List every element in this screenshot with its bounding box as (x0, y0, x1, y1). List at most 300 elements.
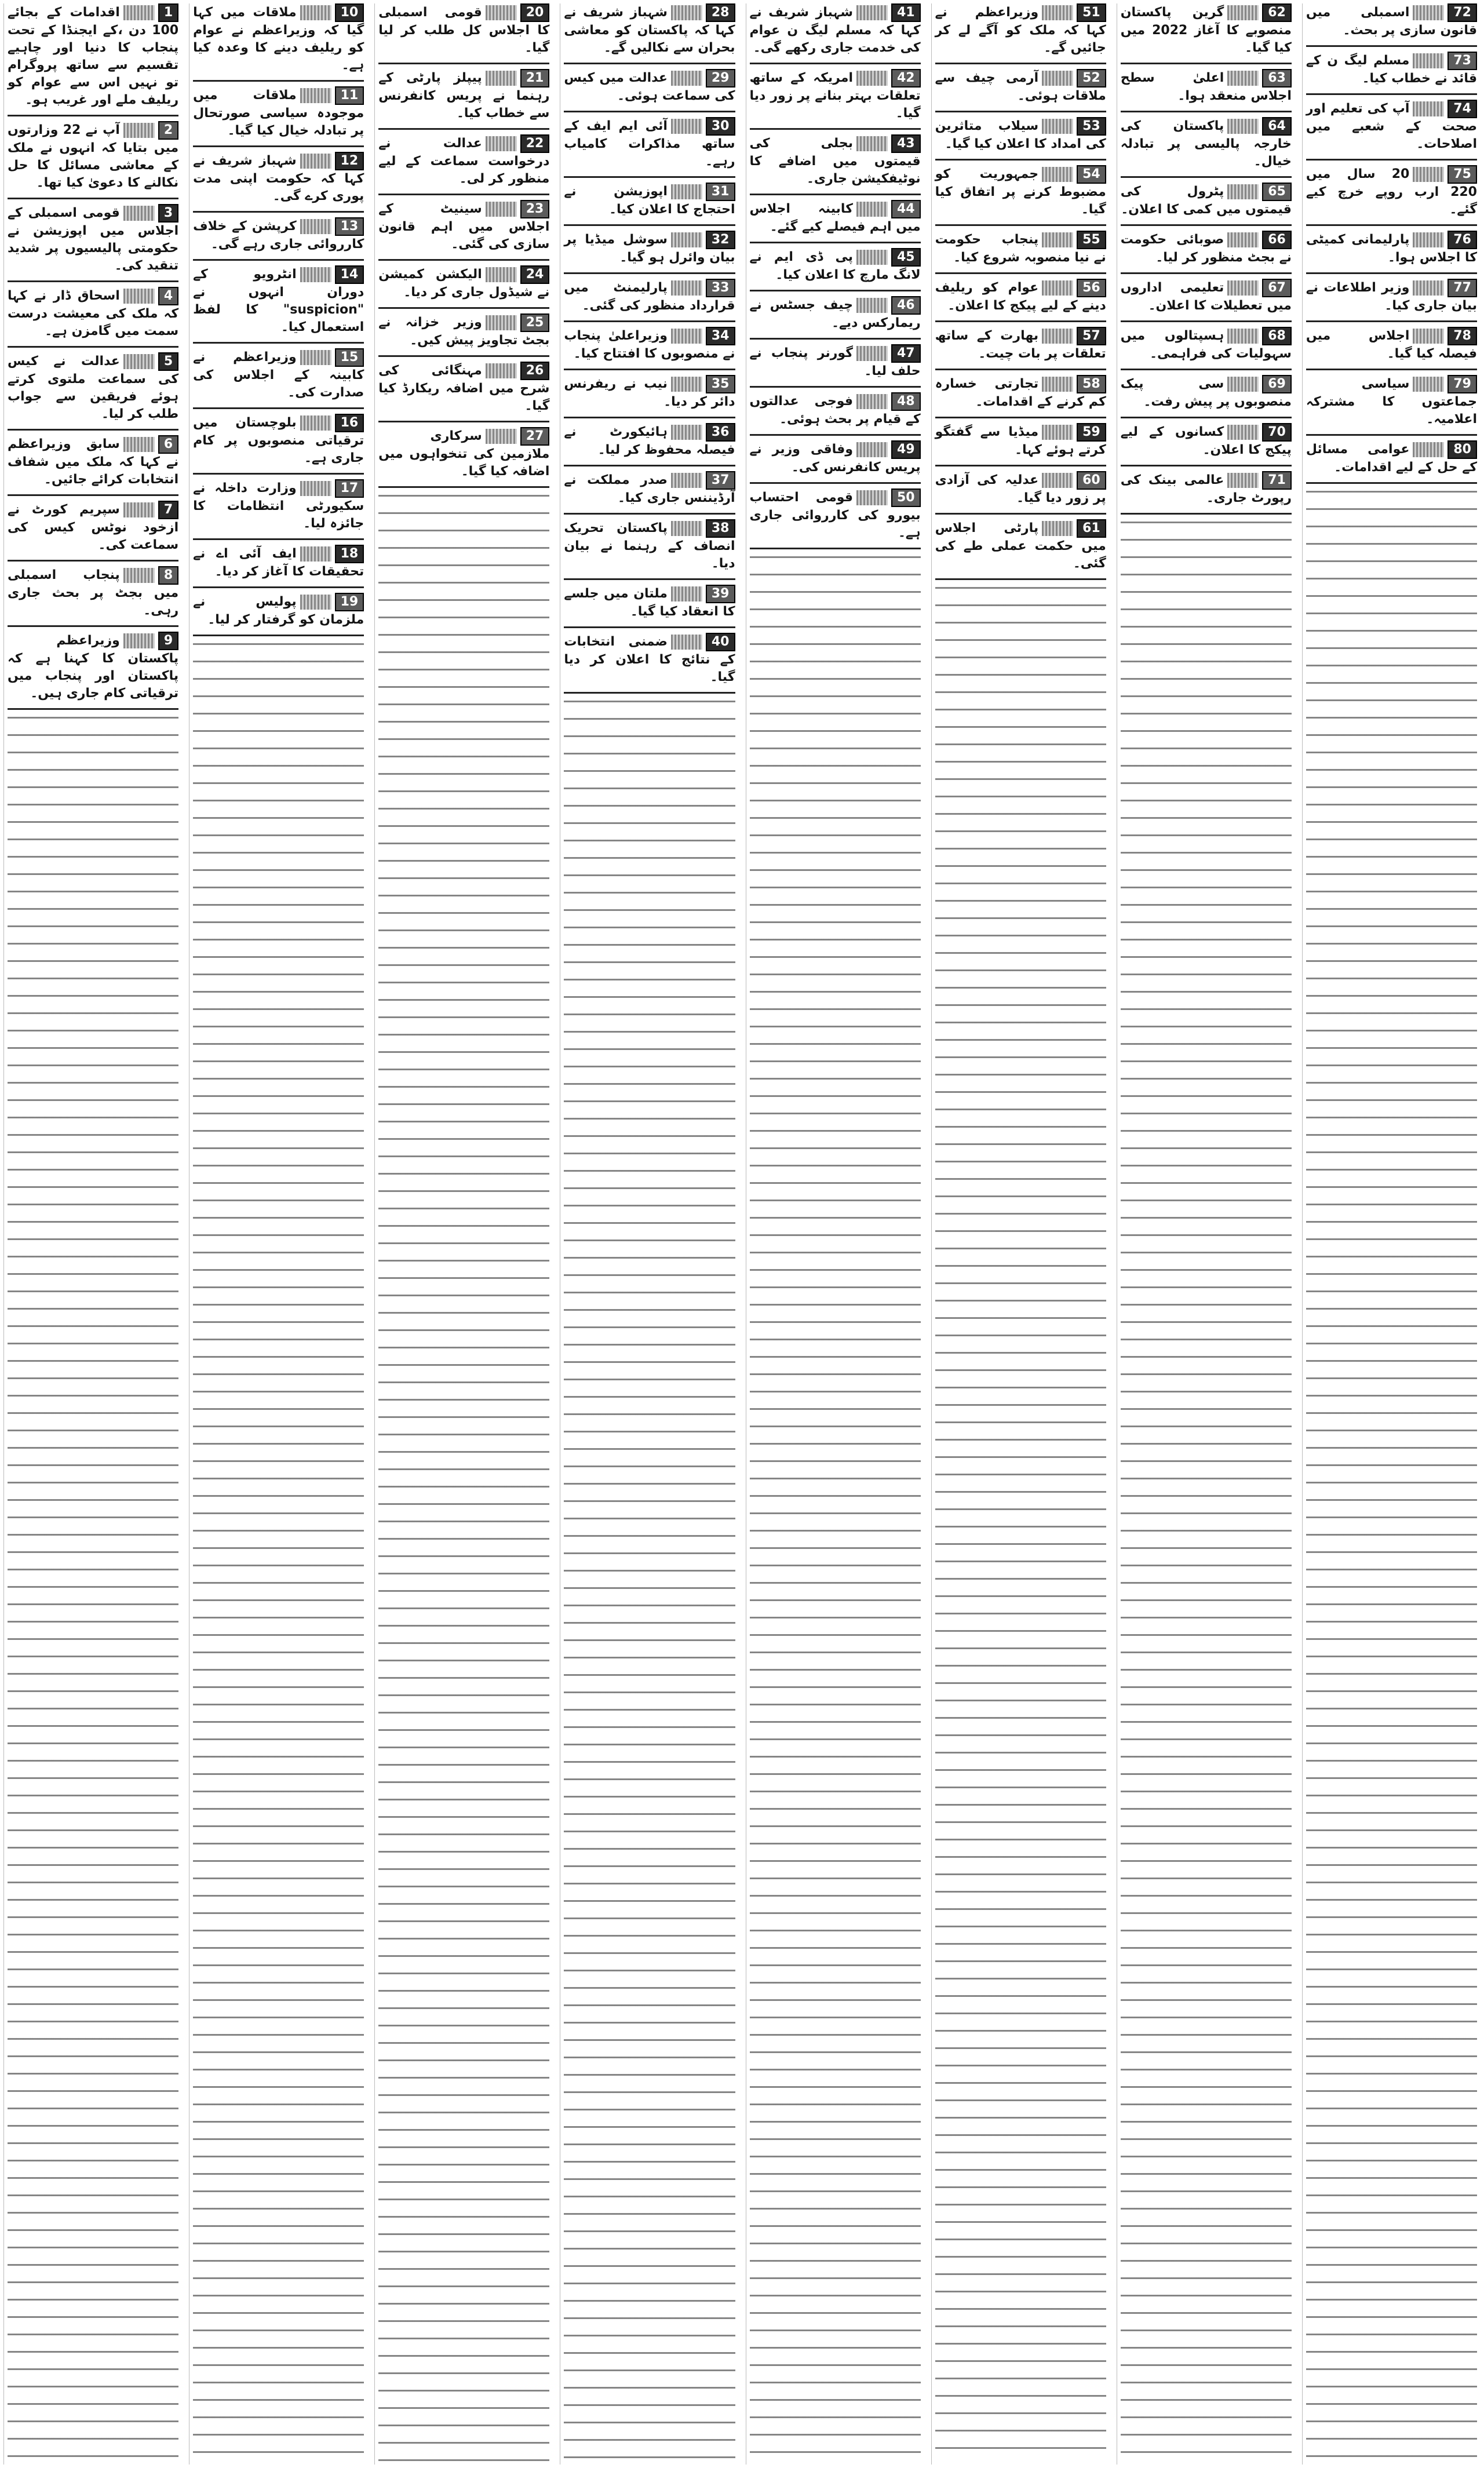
news-paragraph (1121, 69, 1292, 105)
divider (1306, 159, 1477, 161)
item-number-badge: 60 (1077, 471, 1106, 490)
item-text: وزیراعظم نے کابینہ کے اجلاس کی صدارت کی۔ (193, 350, 364, 400)
item-text: ملاقات میں کہا گیا کہ وزیراعظم نے عوام کو ریلیف دینے کا وعدہ کیا ہے۔ (193, 5, 364, 72)
item-number-badge: 28 (706, 3, 735, 22)
news-item (750, 69, 921, 122)
news-item (8, 352, 178, 423)
news-item (564, 471, 735, 507)
news-item (8, 501, 178, 554)
item-text: امریکہ کے ساتھ تعلقات بہتر بنانے پر زور دیا گیا۔ (749, 71, 921, 121)
divider (8, 494, 178, 496)
news-item (564, 231, 735, 267)
item-text: کسانوں کے لیے پیکج کا اعلان۔ (1120, 425, 1292, 457)
divider (935, 111, 1106, 112)
item-number-badge: 9 (158, 632, 178, 650)
barcode-tag-icon (671, 329, 702, 344)
news-item (1306, 52, 1477, 88)
item-text: بلوچستان میں ترقیاتی منصوبوں پر کام جاری ہے۔ (193, 415, 364, 465)
barcode-tag-icon (123, 502, 155, 517)
item-text: سیاسی جماعتوں کا مشترکہ اعلامیہ۔ (1306, 377, 1477, 426)
divider (378, 486, 549, 488)
item-text: نیب نے ریفرنس دائر کر دیا۔ (564, 377, 735, 409)
item-number-badge: 53 (1077, 117, 1106, 136)
barcode-tag-icon (856, 250, 888, 265)
news-paragraph (1306, 231, 1477, 267)
news-paragraph (378, 69, 549, 122)
news-item (378, 3, 549, 57)
news-item (8, 435, 178, 489)
barcode-tag-icon (1227, 184, 1259, 199)
barcode-tag-icon (486, 267, 517, 282)
news-paragraph (935, 471, 1106, 507)
text-lines-filler (1306, 491, 1477, 2465)
divider (564, 513, 735, 515)
news-paragraph (564, 279, 735, 315)
item-text: مسلم لیگ ن کے قائد نے خطاب کیا۔ (1306, 53, 1477, 86)
divider (750, 290, 921, 291)
news-paragraph (1121, 279, 1292, 315)
item-text: اقدامات کے بجائے 100 دن ،کے ایجنڈا کے تحت پنجاب کا دنیا اور چاہیے تقسیم سے ساتھ پروگرام تو نہیں اس سے عوام کو ریلیف ملے اور غریب ہو۔ (8, 5, 179, 107)
item-text: ایف آئی اے نے تحقیقات کا آغاز کر دیا۔ (193, 546, 364, 579)
item-number-badge: 54 (1077, 165, 1106, 184)
news-item (750, 392, 921, 428)
news-item (378, 362, 549, 415)
item-number-badge: 70 (1262, 423, 1292, 442)
divider (8, 115, 178, 116)
news-item (564, 279, 735, 315)
news-item (564, 327, 735, 363)
news-paragraph (750, 344, 921, 380)
barcode-tag-icon (300, 88, 331, 103)
news-item (1121, 471, 1292, 507)
item-number-badge: 74 (1447, 100, 1477, 118)
divider (935, 63, 1106, 64)
news-column-7 (1117, 3, 1295, 2465)
item-number-badge: 50 (891, 489, 921, 507)
item-number-badge: 4 (158, 287, 178, 305)
divider (1306, 434, 1477, 436)
item-text: پاکستان تحریک انصاف کے رہنما نے بیان دیا۔ (564, 521, 735, 571)
item-number-badge: 43 (891, 134, 921, 153)
item-text: عدالت نے درخواست سماعت کے لیے منظور کر لی۔ (378, 136, 550, 186)
item-text: شہباز شریف نے کہا کہ حکومت اپنی مدت پوری کرے گی۔ (193, 154, 364, 203)
item-number-badge: 64 (1262, 117, 1292, 136)
divider (193, 80, 364, 82)
barcode-tag-icon (1227, 119, 1259, 134)
barcode-tag-icon (1413, 280, 1444, 296)
item-number-badge: 65 (1262, 183, 1292, 201)
news-item (378, 69, 549, 122)
news-item (1121, 375, 1292, 411)
news-paragraph (564, 183, 735, 218)
item-text: عدلیہ کی آزادی پر زور دیا گیا۔ (935, 473, 1106, 505)
item-number-badge: 80 (1447, 440, 1477, 459)
news-paragraph (8, 632, 178, 702)
barcode-tag-icon (300, 219, 331, 234)
item-text: صوبائی حکومت نے بجٹ منظور کر لیا۔ (1120, 232, 1292, 265)
item-number-badge: 5 (158, 352, 178, 371)
news-item (193, 265, 364, 336)
divider (935, 272, 1106, 274)
text-lines-filler (935, 587, 1106, 2465)
news-paragraph (564, 375, 735, 411)
barcode-tag-icon (300, 595, 331, 610)
divider (378, 259, 549, 261)
item-text: عدالت میں کیس کی سماعت ہوئی۔ (564, 71, 735, 103)
item-number-badge: 48 (891, 392, 921, 411)
news-paragraph (935, 3, 1106, 57)
divider (1121, 513, 1292, 515)
barcode-tag-icon (1042, 119, 1073, 134)
divider (1306, 224, 1477, 226)
news-paragraph (935, 231, 1106, 267)
news-paragraph (8, 435, 178, 489)
barcode-tag-icon (486, 136, 517, 151)
item-text: وزیراعظم پاکستان کا کہنا ہے کہ پاکستان اور پنجاب میں ترقیاتی کام جاری ہیں۔ (8, 633, 179, 701)
item-number-badge: 71 (1262, 471, 1292, 490)
item-number-badge: 8 (158, 566, 178, 585)
barcode-tag-icon (1413, 53, 1444, 68)
news-column-5 (746, 3, 924, 2465)
item-number-badge: 22 (520, 134, 550, 153)
item-number-badge: 72 (1447, 3, 1477, 22)
item-number-badge: 41 (891, 3, 921, 22)
item-text: سرکاری ملازمین کی تنخواہوں میں اضافہ کیا گیا۔ (378, 429, 550, 479)
news-paragraph (378, 313, 549, 349)
divider (1121, 272, 1292, 274)
news-paragraph (8, 121, 178, 192)
item-text: پارٹی اجلاس میں حکمت عملی طے کی گئی۔ (935, 521, 1106, 571)
divider (1121, 417, 1292, 418)
news-paragraph (193, 86, 364, 140)
barcode-tag-icon (1413, 232, 1444, 247)
barcode-tag-icon (123, 568, 155, 583)
barcode-tag-icon (671, 586, 702, 601)
barcode-tag-icon (1413, 5, 1444, 20)
item-text: وزیر اطلاعات نے بیان جاری کیا۔ (1306, 280, 1477, 313)
news-paragraph (1306, 440, 1477, 476)
item-text: آپ کی تعلیم اور صحت کے شعبے میں اصلاحات۔ (1306, 101, 1477, 151)
divider (750, 63, 921, 64)
item-text: اجلاس میں فیصلہ کیا گیا۔ (1306, 329, 1477, 361)
news-item (8, 566, 178, 619)
item-number-badge: 25 (520, 313, 550, 332)
divider (1306, 93, 1477, 95)
divider (1306, 369, 1477, 370)
divider (564, 320, 735, 322)
news-item (935, 3, 1106, 57)
news-paragraph (564, 327, 735, 363)
divider (564, 626, 735, 628)
news-item (1121, 3, 1292, 57)
item-text: کرپشن کے خلاف کارروائی جاری رہے گی۔ (193, 219, 364, 251)
item-number-badge: 78 (1447, 327, 1477, 345)
item-number-badge: 6 (158, 435, 178, 454)
news-item (378, 265, 549, 301)
divider (8, 625, 178, 627)
news-paragraph (8, 566, 178, 619)
news-item (564, 633, 735, 686)
news-paragraph (1306, 327, 1477, 363)
news-paragraph (378, 3, 549, 57)
news-item (1121, 69, 1292, 105)
divider (1306, 320, 1477, 322)
divider (750, 482, 921, 484)
item-number-badge: 42 (891, 69, 921, 88)
item-text: گرین پاکستان منصوبے کا آغاز 2022 میں کیا گیا۔ (1120, 5, 1292, 55)
divider (935, 369, 1106, 370)
barcode-tag-icon (123, 206, 155, 221)
divider (193, 586, 364, 588)
item-number-badge: 52 (1077, 69, 1106, 88)
news-column-8 (1302, 3, 1481, 2465)
barcode-tag-icon (1227, 232, 1259, 247)
divider (1121, 176, 1292, 178)
item-number-badge: 15 (335, 348, 364, 367)
item-number-badge: 77 (1447, 279, 1477, 297)
barcode-tag-icon (123, 289, 155, 304)
item-text: پیپلز پارٹی کے رہنما نے پریس کانفرنس سے خطاب کیا۔ (378, 71, 550, 121)
barcode-tag-icon (300, 267, 331, 282)
item-number-badge: 75 (1447, 165, 1477, 184)
divider (935, 417, 1106, 418)
news-paragraph (564, 633, 735, 686)
news-paragraph (378, 265, 549, 301)
item-text: آرمی چیف سے ملاقات ہوئی۔ (935, 71, 1106, 103)
item-text: ہائیکورٹ نے فیصلہ محفوظ کر لیا۔ (564, 425, 735, 457)
barcode-tag-icon (300, 154, 331, 169)
news-item (193, 545, 364, 581)
item-number-badge: 39 (706, 585, 735, 603)
barcode-tag-icon (856, 5, 888, 20)
news-item (564, 375, 735, 411)
barcode-tag-icon (1413, 329, 1444, 344)
news-paragraph (935, 117, 1106, 153)
news-paragraph (564, 231, 735, 267)
barcode-tag-icon (300, 350, 331, 365)
news-item (1306, 279, 1477, 315)
divider (1121, 63, 1292, 64)
news-paragraph (378, 134, 549, 188)
news-paragraph (8, 3, 178, 109)
news-item (564, 69, 735, 105)
item-text: آپ نے 22 وزارتوں میں بتایا کہ انہوں نے ملک کے معاشی مسائل کا حل نکالنے کا دعویٰ کیا تھا۔ (8, 123, 179, 190)
barcode-tag-icon (671, 473, 702, 488)
item-number-badge: 30 (706, 117, 735, 136)
news-item (193, 414, 364, 467)
news-paragraph (750, 3, 921, 57)
divider (1306, 45, 1477, 47)
news-paragraph (1306, 52, 1477, 88)
news-paragraph (564, 117, 735, 170)
barcode-tag-icon (671, 425, 702, 440)
divider (378, 421, 549, 422)
item-text: 20 سال میں 220 ارب روپے خرچ کیے گئے۔ (1306, 167, 1477, 217)
news-item (193, 479, 364, 533)
barcode-tag-icon (1413, 167, 1444, 182)
news-paragraph (193, 414, 364, 467)
item-text: وزیراعلیٰ پنجاب نے منصوبوں کا افتتاح کیا۔ (564, 329, 735, 361)
item-text: تعلیمی اداروں میں تعطیلات کا اعلان۔ (1120, 280, 1292, 313)
news-item (1306, 327, 1477, 363)
divider (378, 307, 549, 309)
item-number-badge: 7 (158, 501, 178, 519)
item-text: عدالت نے کیس کی سماعت ملتوی کرتے ہوئے فریقین سے جواب طلب کر لیا۔ (8, 354, 179, 421)
item-text: وزیراعظم نے کہا کہ ملک کو آگے لے کر جائیں گے۔ (935, 5, 1106, 55)
item-text: سیلاب متاثرین کی امداد کا اعلان کیا گیا۔ (935, 119, 1106, 151)
item-number-badge: 14 (335, 265, 364, 284)
news-item (750, 344, 921, 380)
news-paragraph (564, 69, 735, 105)
news-column-2 (189, 3, 367, 2465)
newspaper-page (3, 3, 1481, 2465)
barcode-tag-icon (300, 546, 331, 562)
news-item (935, 165, 1106, 218)
divider (750, 338, 921, 340)
news-item (750, 440, 921, 476)
news-paragraph (1121, 375, 1292, 411)
item-number-badge: 56 (1077, 279, 1106, 297)
news-paragraph (8, 287, 178, 340)
news-column-3 (374, 3, 553, 2465)
item-number-badge: 31 (706, 183, 735, 201)
news-item (1121, 183, 1292, 218)
news-paragraph (935, 279, 1106, 315)
divider (564, 578, 735, 580)
news-paragraph (564, 423, 735, 459)
item-text: پارلیمانی کمیٹی کا اجلاس ہوا۔ (1306, 232, 1477, 265)
barcode-tag-icon (1227, 329, 1259, 344)
item-number-badge: 29 (706, 69, 735, 88)
news-paragraph (1306, 3, 1477, 39)
divider (935, 578, 1106, 580)
news-paragraph (378, 200, 549, 253)
barcode-tag-icon (1042, 377, 1073, 392)
news-paragraph (193, 217, 364, 253)
news-paragraph (193, 152, 364, 205)
divider (750, 242, 921, 243)
divider (564, 111, 735, 112)
news-item (1121, 117, 1292, 170)
barcode-tag-icon (1042, 167, 1073, 182)
divider (564, 272, 735, 274)
barcode-tag-icon (486, 71, 517, 86)
item-text: وزارت داخلہ نے سکیورٹی انتظامات کا جائزہ لیا۔ (193, 481, 364, 531)
item-text: الیکشن کمیشن نے شیڈول جاری کر دیا۔ (378, 267, 550, 300)
news-paragraph (935, 519, 1106, 573)
news-paragraph (750, 69, 921, 122)
barcode-tag-icon (1227, 377, 1259, 392)
news-paragraph (750, 489, 921, 542)
divider (1121, 320, 1292, 322)
news-paragraph (193, 593, 364, 629)
divider (750, 434, 921, 436)
item-number-badge: 46 (891, 296, 921, 315)
item-number-badge: 1 (158, 3, 178, 22)
item-text: جمہوریت کو مضبوط کرنے پر اتفاق کیا گیا۔ (935, 167, 1106, 217)
divider (750, 128, 921, 130)
news-paragraph (1121, 183, 1292, 218)
item-number-badge: 73 (1447, 52, 1477, 70)
item-number-badge: 37 (706, 471, 735, 490)
news-paragraph (193, 545, 364, 581)
news-paragraph (193, 348, 364, 402)
item-number-badge: 2 (158, 121, 178, 140)
barcode-tag-icon (1042, 329, 1073, 344)
divider (564, 176, 735, 178)
news-item (935, 423, 1106, 459)
news-paragraph (378, 362, 549, 415)
news-item (935, 327, 1106, 363)
news-paragraph (564, 585, 735, 621)
item-number-badge: 67 (1262, 279, 1292, 297)
barcode-tag-icon (1042, 521, 1073, 536)
news-item (1306, 231, 1477, 267)
news-paragraph (750, 440, 921, 476)
news-paragraph (750, 134, 921, 188)
news-item (1306, 165, 1477, 218)
news-item (1121, 279, 1292, 315)
item-text: سپریم کورٹ نے ازخود نوٹس کیس کی سماعت کی۔ (8, 502, 179, 552)
news-item (564, 3, 735, 57)
item-text: سی پیک منصوبوں پر پیش رفت۔ (1120, 377, 1292, 409)
news-item (1306, 440, 1477, 476)
news-item (8, 121, 178, 192)
news-item (193, 593, 364, 629)
text-lines-filler (378, 495, 549, 2465)
item-text: گورنر پنجاب نے حلف لیا۔ (749, 346, 921, 378)
item-text: میڈیا سے گفتگو کرتے ہوئے کہا۔ (935, 425, 1106, 457)
news-paragraph (193, 479, 364, 533)
item-text: اسمبلی میں قانون سازی پر بحث۔ (1306, 5, 1477, 38)
divider (8, 280, 178, 282)
news-paragraph (564, 519, 735, 573)
divider (8, 560, 178, 562)
item-number-badge: 44 (891, 200, 921, 218)
divider (935, 513, 1106, 515)
news-item (8, 204, 178, 275)
item-text: عوامی مسائل کے حل کے لیے اقدامات۔ (1306, 442, 1477, 475)
news-paragraph (750, 392, 921, 428)
barcode-tag-icon (671, 5, 702, 20)
barcode-tag-icon (671, 184, 702, 199)
barcode-tag-icon (856, 394, 888, 409)
barcode-tag-icon (671, 635, 702, 650)
divider (1121, 224, 1292, 226)
news-item (1306, 100, 1477, 153)
news-item (1306, 3, 1477, 39)
item-text: قومی اسمبلی کے اجلاس میں اپوزیشن نے حکومتی پالیسیوں پر شدید تنقید کی۔ (8, 206, 179, 273)
text-lines-filler (193, 643, 364, 2465)
barcode-tag-icon (1413, 442, 1444, 457)
divider (378, 194, 549, 195)
item-text: وفاقی وزیر نے پریس کانفرنس کی۔ (749, 442, 921, 475)
barcode-tag-icon (856, 71, 888, 86)
news-column-6 (931, 3, 1110, 2465)
item-text: پٹرول کی قیمتوں میں کمی کا اعلان۔ (1120, 184, 1292, 217)
divider (378, 128, 549, 130)
barcode-tag-icon (486, 363, 517, 378)
news-item (935, 375, 1106, 411)
barcode-tag-icon (856, 346, 888, 361)
divider (193, 473, 364, 475)
barcode-tag-icon (123, 354, 155, 369)
news-paragraph (750, 248, 921, 284)
barcode-tag-icon (123, 123, 155, 138)
item-number-badge: 79 (1447, 375, 1477, 393)
item-number-badge: 26 (520, 362, 550, 380)
divider (935, 320, 1106, 322)
